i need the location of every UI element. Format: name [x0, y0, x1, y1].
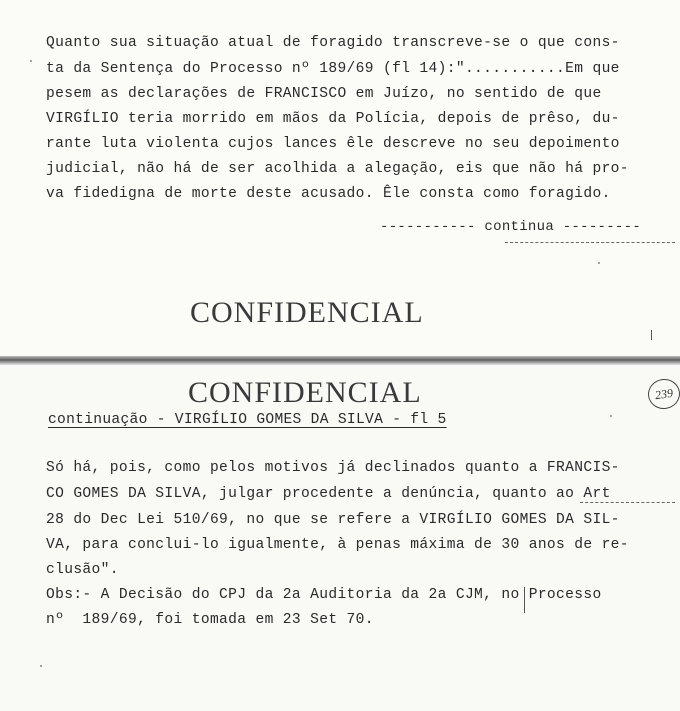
bottom-text-line: 28 do Dec Lei 510/69, no que se refere a VIRGÍLIO GOMES DA SIL-: [46, 512, 620, 528]
page-seam: [0, 356, 680, 365]
top-text-line: pesem as declarações de FRANCISCO em Juízo, no sentido de que: [46, 86, 602, 102]
top-text-line: va fidedigna de morte deste acusado. Êle consta como foragido.: [46, 186, 611, 202]
top-text-line: VIRGÍLIO teria morrido em mãos da Polícia, depois de prêso, du-: [46, 111, 620, 127]
bottom-text-line: clusão".: [46, 562, 119, 578]
scan-speck: [30, 60, 32, 62]
top-text-line: rante luta violenta cujos lances êle descreve no seu depoimento: [46, 136, 620, 152]
bottom-text-line: nº 189/69, foi tomada em 23 Set 70.: [46, 612, 374, 628]
confidential-stamp-top: CONFIDENCIAL: [190, 296, 424, 329]
top-text-line: judicial, não há de ser acolhida a alegação, eis que não há pro-: [46, 161, 629, 177]
continua-marker: ----------- continua ---------: [380, 219, 642, 235]
bottom-text-line: CO GOMES DA SILVA, julgar procedente a denúncia, quanto ao Art: [46, 486, 611, 502]
scan-mark: [651, 330, 652, 340]
bottom-text-line: Obs:- A Decisão do CPJ da 2a Auditoria da 2a CJM, no Processo: [46, 587, 602, 603]
confidential-stamp-bottom: CONFIDENCIAL: [188, 376, 422, 409]
top-text-line: ta da Sentença do Processo nº 189/69 (fl 14):"...........Em que: [46, 61, 620, 77]
bottom-text-line: VA, para conclui-lo igualmente, à penas máxima de 30 anos de re-: [46, 537, 629, 553]
top-text-line: Quanto sua situação atual de foragido transcreve-se o que cons-: [46, 35, 620, 51]
bottom-text-line: Só há, pois, como pelos motivos já declinados quanto a FRANCIS-: [46, 460, 620, 476]
scan-speck: [610, 415, 612, 417]
underline-rule: [580, 502, 675, 503]
scan-speck: [40, 665, 42, 667]
scan-speck: [598, 262, 600, 264]
page-number-circle: 239: [646, 377, 680, 411]
dashed-rule: [505, 242, 675, 243]
continuation-heading: continuação - VIRGÍLIO GOMES DA SILVA - fl 5: [48, 412, 447, 428]
